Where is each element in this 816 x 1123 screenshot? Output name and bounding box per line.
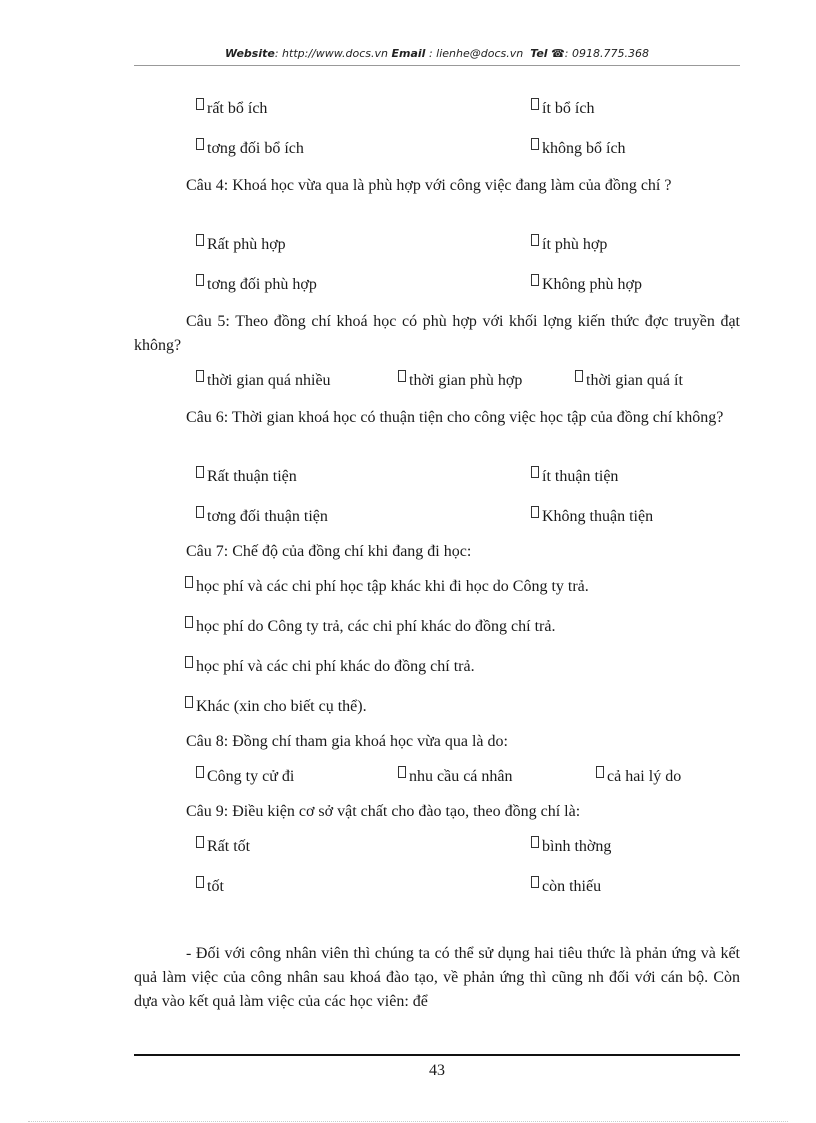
checkbox-icon bbox=[531, 274, 539, 286]
website-label: Website bbox=[225, 47, 275, 60]
tel-number: : 0918.775.368 bbox=[564, 47, 649, 60]
q9-option-1: Rất tốt bbox=[196, 836, 250, 857]
q4-option-3: tơng đối phù hợp bbox=[196, 274, 317, 295]
q5-option-2: thời gian phù hợp bbox=[398, 370, 522, 391]
q3-option-3: tơng đối bổ ích bbox=[196, 138, 304, 159]
checkbox-icon bbox=[196, 370, 204, 382]
q3-option-4: không bổ ích bbox=[531, 138, 626, 159]
tel-label: Tel bbox=[530, 47, 548, 60]
q4-option-2: ít phù hợp bbox=[531, 234, 607, 255]
q4-option-4: Không phù hợp bbox=[531, 274, 642, 295]
q7-option-2: học phí do Công ty trả, các chi phí khác do đồng chí trả. bbox=[185, 616, 555, 637]
question-5: Câu 5: Theo đồng chí khoá học có phù hợp với khối lợng kiến thức đợc truyền đạt không? bbox=[134, 313, 740, 354]
website-url: : http://www.docs.vn bbox=[274, 47, 389, 60]
q3-option-2: ít bổ ích bbox=[531, 98, 594, 119]
checkbox-icon bbox=[531, 234, 539, 246]
checkbox-icon bbox=[185, 696, 193, 708]
checkbox-icon bbox=[196, 98, 204, 110]
checkbox-icon bbox=[531, 836, 539, 848]
footer-divider bbox=[134, 1054, 740, 1056]
question-7: Câu 7: Chế độ của đồng chí khi đang đi học: bbox=[186, 543, 472, 560]
q8-option-3: cả hai lý do bbox=[596, 766, 681, 787]
q6-option-1: Rất thuận tiện bbox=[196, 466, 297, 487]
checkbox-icon bbox=[596, 766, 604, 778]
checkbox-icon bbox=[196, 274, 204, 286]
q6-option-3: tơng đối thuận tiện bbox=[196, 506, 328, 527]
q3-option-1: rất bổ ích bbox=[196, 98, 267, 119]
body-paragraph: - Đối với công nhân viên thì chúng ta có thể sử dụng hai tiêu thức là phản ứng và kết quả làm việc của công nhân sau khoá đào tạo, về phản ứng thì cũng nh đối với cán bộ. Còn dựa vào kết quả làm việc của các học viên: để bbox=[134, 945, 740, 1010]
email-address: : lienhe@docs.vn bbox=[425, 47, 524, 60]
q9-option-4: còn thiếu bbox=[531, 876, 601, 897]
checkbox-icon bbox=[185, 616, 193, 628]
header-divider bbox=[134, 65, 740, 66]
q9-option-3: tốt bbox=[196, 876, 224, 897]
q6-option-4: Không thuận tiện bbox=[531, 506, 653, 527]
q7-option-3: học phí và các chi phí khác do đồng chí trả. bbox=[185, 656, 475, 677]
q5-option-1: thời gian quá nhiều bbox=[196, 370, 331, 391]
page-number: 43 bbox=[429, 1062, 445, 1079]
q8-option-1: Công ty cử đi bbox=[196, 766, 294, 787]
checkbox-icon bbox=[531, 466, 539, 478]
email-label: Email bbox=[391, 47, 426, 60]
checkbox-icon bbox=[531, 98, 539, 110]
question-4: Câu 4: Khoá học vừa qua là phù hợp với công việc đang làm của đồng chí ? bbox=[186, 177, 672, 194]
q9-option-2: bình thờng bbox=[531, 836, 611, 857]
question-6: Câu 6: Thời gian khoá học có thuận tiện cho công việc học tập của đồng chí không? bbox=[186, 409, 724, 426]
checkbox-icon bbox=[196, 234, 204, 246]
checkbox-icon bbox=[531, 138, 539, 150]
checkbox-icon bbox=[575, 370, 583, 382]
page-header bbox=[134, 47, 740, 65]
q8-option-2: nhu cầu cá nhân bbox=[398, 766, 513, 787]
question-8: Câu 8: Đồng chí tham gia khoá học vừa qua là do: bbox=[186, 733, 508, 750]
checkbox-icon bbox=[398, 766, 406, 778]
checkbox-icon bbox=[196, 836, 204, 848]
q6-option-2: ít thuận tiện bbox=[531, 466, 618, 487]
checkbox-icon bbox=[185, 576, 193, 588]
checkbox-icon bbox=[196, 766, 204, 778]
phone-icon: ☎ bbox=[551, 47, 565, 60]
checkbox-icon bbox=[531, 876, 539, 888]
checkbox-icon bbox=[196, 876, 204, 888]
q4-option-1: Rất phù hợp bbox=[196, 234, 286, 255]
checkbox-icon bbox=[531, 506, 539, 518]
checkbox-icon bbox=[185, 656, 193, 668]
page-edge-dots bbox=[28, 1121, 788, 1122]
checkbox-icon bbox=[196, 138, 204, 150]
q7-option-4: Khác (xin cho biết cụ thể). bbox=[185, 696, 367, 717]
question-9: Câu 9: Điều kiện cơ sở vật chất cho đào tạo, theo đồng chí là: bbox=[186, 803, 581, 820]
checkbox-icon bbox=[398, 370, 406, 382]
q7-option-1: học phí và các chi phí học tập khác khi đi học do Công ty trả. bbox=[185, 576, 589, 597]
checkbox-icon bbox=[196, 506, 204, 518]
checkbox-icon bbox=[196, 466, 204, 478]
q5-option-3: thời gian quá ít bbox=[575, 370, 683, 391]
